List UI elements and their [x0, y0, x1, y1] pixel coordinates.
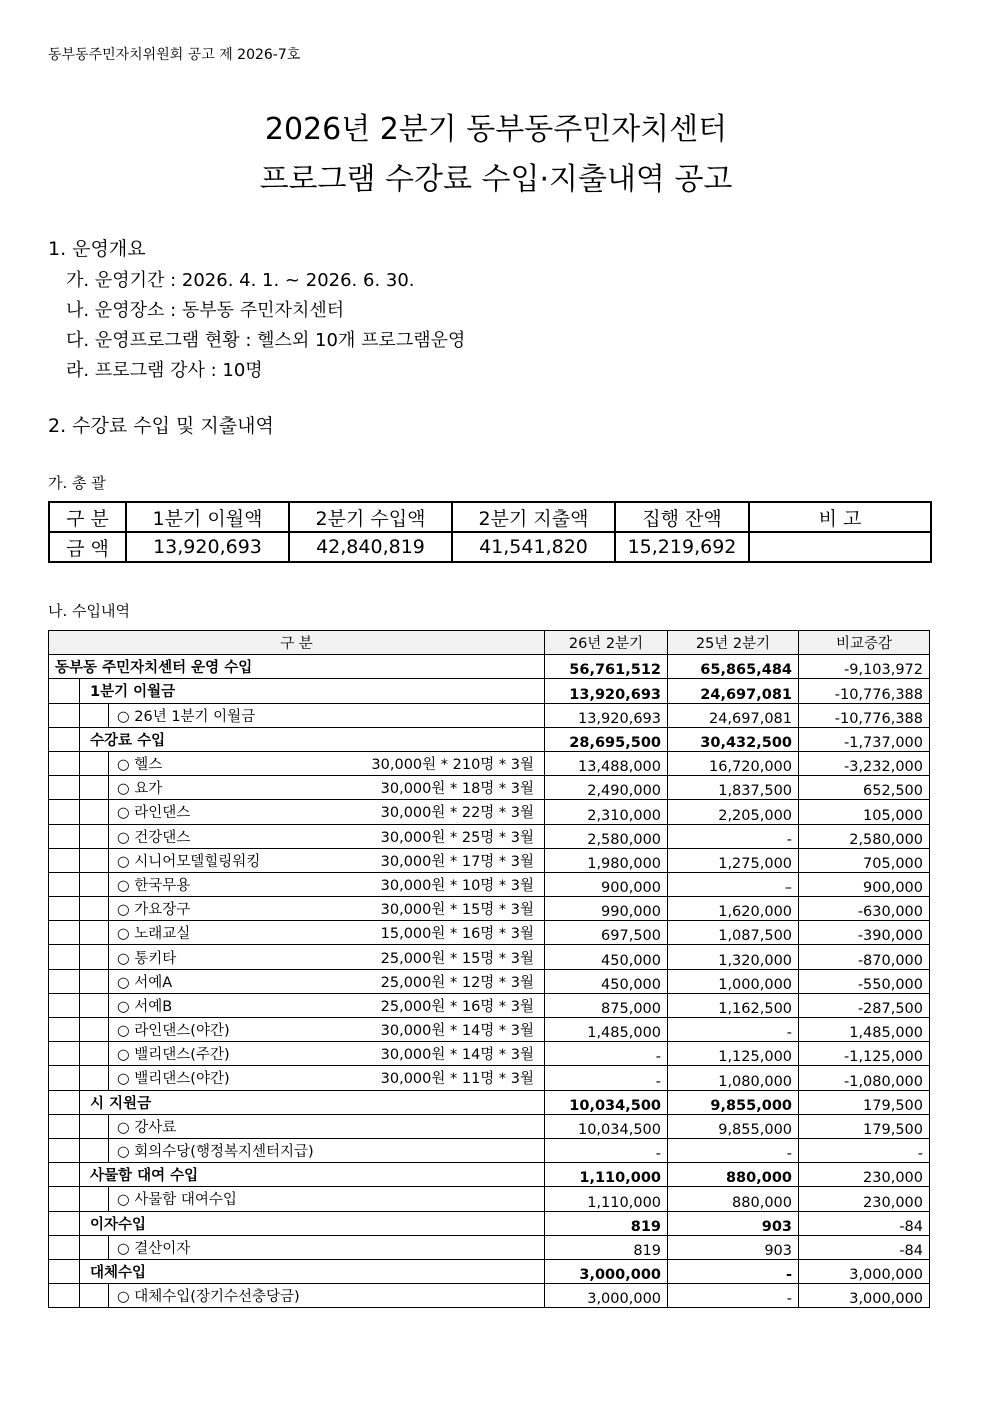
table-row [49, 655, 930, 679]
value-2025q2: 16,720,000 [668, 751, 799, 775]
indent-cell [80, 1235, 109, 1259]
row-label: 이자수입 [80, 1211, 545, 1235]
row-label: ○ 회의수당(행정복지센터지급) [117, 1144, 314, 1161]
indent-cell [49, 1163, 80, 1187]
indent-cell [49, 1042, 80, 1066]
indent-cell [49, 897, 80, 921]
fee-calculation: 30,000원 * 210명 * 3월 [371, 757, 535, 774]
overview-programs: 다. 운영프로그램 현황 : 헬스외 10개 프로그램운영 [66, 330, 466, 351]
fee-calculation: 30,000원 * 22명 * 3월 [380, 805, 535, 822]
row-label-cell [109, 1138, 545, 1162]
value-2026q2: - [545, 1138, 668, 1162]
row-label-cell [109, 1114, 545, 1138]
summary-header-cell: 2분기 지출액 [452, 502, 615, 532]
value-2025q2: 1,275,000 [668, 848, 799, 872]
row-label-cell [109, 921, 545, 945]
row-label-cell [109, 848, 545, 872]
value-2026q2: 56,761,512 [545, 655, 668, 679]
value-diff: -630,000 [799, 897, 930, 921]
table-row [49, 1187, 930, 1211]
value-2026q2: 1,485,000 [545, 1018, 668, 1042]
income-header-diff: 비교증감 [799, 631, 930, 655]
value-2025q2: 903 [668, 1235, 799, 1259]
value-diff: -84 [799, 1235, 930, 1259]
row-label: ○ 노래교실 [117, 926, 191, 943]
indent-cell [49, 1211, 80, 1235]
indent-cell [49, 1187, 80, 1211]
indent-cell [80, 1138, 109, 1162]
summary-header-cell: 2분기 수입액 [289, 502, 452, 532]
indent-cell [49, 1018, 80, 1042]
value-2025q2: 1,320,000 [668, 945, 799, 969]
value-diff: -287,500 [799, 993, 930, 1017]
row-label: ○ 밸리댄스(야간) [117, 1071, 230, 1088]
row-label: 1분기 이월금 [80, 679, 545, 703]
value-2026q2: 2,490,000 [545, 776, 668, 800]
value-diff: 230,000 [799, 1163, 930, 1187]
row-label-cell [109, 703, 545, 727]
value-diff: 705,000 [799, 848, 930, 872]
row-label: ○ 서예B [117, 998, 173, 1015]
indent-cell [49, 679, 80, 703]
row-label: ○ 결산이자 [117, 1240, 191, 1257]
indent-cell [49, 921, 80, 945]
row-label: ○ 밸리댄스(주간) [117, 1047, 230, 1064]
indent-cell [49, 824, 80, 848]
notice-number: 동부동주민자치위원회 공고 제 2026-7호 [48, 47, 301, 63]
value-2025q2: 2,205,000 [668, 800, 799, 824]
value-2025q2: 880,000 [668, 1187, 799, 1211]
value-diff: 3,000,000 [799, 1284, 930, 1308]
indent-cell [80, 824, 109, 848]
indent-cell [80, 800, 109, 824]
value-2025q2: - [668, 1259, 799, 1283]
table-row [49, 1114, 930, 1138]
table-row [49, 897, 930, 921]
table-row [49, 703, 930, 727]
value-2026q2: 13,920,693 [545, 679, 668, 703]
indent-cell [49, 1114, 80, 1138]
value-2026q2: 875,000 [545, 993, 668, 1017]
indent-cell [49, 1090, 80, 1114]
indent-cell [49, 969, 80, 993]
row-label: ○ 서예A [117, 974, 173, 991]
value-2025q2: 24,697,081 [668, 679, 799, 703]
value-2026q2: 819 [545, 1211, 668, 1235]
value-2025q2: 1,837,500 [668, 776, 799, 800]
table-row [49, 1235, 930, 1259]
income-header-row [49, 631, 930, 655]
summary-cell: 15,219,692 [615, 532, 749, 562]
indent-cell [80, 776, 109, 800]
table-row [49, 1284, 930, 1308]
row-label: ○ 시니어모델힐링워킹 [117, 853, 261, 870]
table-row [49, 945, 930, 969]
value-2025q2: 65,865,484 [668, 655, 799, 679]
summary-header-row [49, 502, 931, 532]
row-label-cell [109, 1042, 545, 1066]
indent-cell [49, 945, 80, 969]
summary-label: 가. 총 괄 [48, 474, 106, 492]
page-title-line1: 2026년 2분기 동부동주민자치센터 [264, 112, 728, 147]
value-diff: -870,000 [799, 945, 930, 969]
overview-location: 나. 운영장소 : 동부동 주민자치센터 [66, 300, 345, 321]
value-2025q2: 880,000 [668, 1163, 799, 1187]
table-row [49, 751, 930, 775]
fee-calculation: 30,000원 * 18명 * 3월 [380, 781, 535, 798]
value-diff: 1,485,000 [799, 1018, 930, 1042]
table-row [49, 993, 930, 1017]
income-header-2025q2: 25년 2분기 [668, 631, 799, 655]
row-label: ○ 강사료 [117, 1119, 177, 1136]
indent-cell [49, 1066, 80, 1090]
summary-header-cell: 1분기 이월액 [126, 502, 289, 532]
row-label: ○ 통키타 [117, 950, 177, 967]
indent-cell [80, 751, 109, 775]
value-diff: 105,000 [799, 800, 930, 824]
value-2025q2: - [668, 1284, 799, 1308]
table-row [49, 1042, 930, 1066]
row-label-cell [109, 945, 545, 969]
section2-heading: 2. 수강료 수입 및 지출내역 [48, 415, 274, 437]
indent-cell [80, 1114, 109, 1138]
value-2025q2: - [668, 1018, 799, 1042]
indent-cell [80, 848, 109, 872]
fee-calculation: 25,000원 * 15명 * 3월 [380, 950, 535, 967]
indent-cell [49, 727, 80, 751]
row-label-cell [109, 800, 545, 824]
fee-calculation: 30,000원 * 11명 * 3월 [380, 1071, 535, 1088]
indent-cell [49, 993, 80, 1017]
value-2025q2: 1,162,500 [668, 993, 799, 1017]
table-row [49, 921, 930, 945]
value-diff: -1,737,000 [799, 727, 930, 751]
section1-heading: 1. 운영개요 [48, 238, 146, 260]
indent-cell [80, 1042, 109, 1066]
value-2025q2: 1,080,000 [668, 1066, 799, 1090]
value-diff: 652,500 [799, 776, 930, 800]
value-diff: -1,125,000 [799, 1042, 930, 1066]
value-2025q2: - [668, 824, 799, 848]
row-label: ○ 라인댄스(야간) [117, 1023, 230, 1040]
row-label: 동부동 주민자치센터 운영 수입 [49, 655, 545, 679]
value-2026q2: 819 [545, 1235, 668, 1259]
indent-cell [49, 1284, 80, 1308]
value-2025q2: 1,620,000 [668, 897, 799, 921]
summary-table [48, 501, 932, 563]
table-row [49, 969, 930, 993]
fee-calculation: 25,000원 * 16명 * 3월 [380, 998, 535, 1015]
value-2025q2: 1,000,000 [668, 969, 799, 993]
value-2026q2: 450,000 [545, 969, 668, 993]
row-label-cell [109, 776, 545, 800]
value-2025q2: 9,855,000 [668, 1114, 799, 1138]
value-diff: 179,500 [799, 1114, 930, 1138]
row-label-cell [109, 897, 545, 921]
value-diff: -10,776,388 [799, 703, 930, 727]
table-row [49, 800, 930, 824]
row-label: ○ 대체수입(장기수선충당금) [117, 1289, 300, 1306]
value-2026q2: 10,034,500 [545, 1090, 668, 1114]
indent-cell [80, 993, 109, 1017]
row-label: ○ 요가 [117, 781, 163, 798]
value-diff: 230,000 [799, 1187, 930, 1211]
row-label: 사물함 대여 수입 [80, 1163, 545, 1187]
value-diff: -84 [799, 1211, 930, 1235]
summary-header-cell: 집행 잔액 [615, 502, 749, 532]
summary-cell: 42,840,819 [289, 532, 452, 562]
indent-cell [49, 848, 80, 872]
value-2025q2: 1,087,500 [668, 921, 799, 945]
value-2026q2: - [545, 1042, 668, 1066]
value-2026q2: 28,695,500 [545, 727, 668, 751]
value-2026q2: 450,000 [545, 945, 668, 969]
table-row [49, 848, 930, 872]
indent-cell [80, 921, 109, 945]
indent-cell [80, 897, 109, 921]
indent-cell [80, 872, 109, 896]
indent-cell [49, 872, 80, 896]
value-2026q2: 2,580,000 [545, 824, 668, 848]
indent-cell [80, 945, 109, 969]
value-2026q2: 3,000,000 [545, 1284, 668, 1308]
row-label: 수강료 수입 [80, 727, 545, 751]
table-row [49, 872, 930, 896]
value-2026q2: 697,500 [545, 921, 668, 945]
summary-cell: 금 액 [49, 532, 126, 562]
value-diff: -1,080,000 [799, 1066, 930, 1090]
value-2026q2: 13,920,693 [545, 703, 668, 727]
value-2025q2: - [668, 1138, 799, 1162]
row-label: 대체수입 [80, 1259, 545, 1283]
page-title-line2: 프로그램 수강료 수입·지출내역 공고 [259, 162, 733, 197]
fee-calculation: 25,000원 * 12명 * 3월 [380, 974, 535, 991]
indent-cell [49, 1235, 80, 1259]
value-2026q2: 900,000 [545, 872, 668, 896]
income-table [48, 630, 930, 1308]
value-2026q2: 990,000 [545, 897, 668, 921]
indent-cell [49, 1259, 80, 1283]
value-diff: 900,000 [799, 872, 930, 896]
row-label-cell [109, 872, 545, 896]
fee-calculation: 30,000원 * 10명 * 3월 [380, 877, 535, 894]
row-label: ○ 건강댄스 [117, 829, 191, 846]
row-label-cell [109, 993, 545, 1017]
value-diff: -10,776,388 [799, 679, 930, 703]
value-2026q2: 3,000,000 [545, 1259, 668, 1283]
value-2025q2: 903 [668, 1211, 799, 1235]
value-diff: 3,000,000 [799, 1259, 930, 1283]
summary-amount-row [49, 532, 931, 562]
indent-cell [49, 703, 80, 727]
indent-cell [80, 1018, 109, 1042]
indent-cell [49, 1138, 80, 1162]
table-row [49, 1211, 930, 1235]
value-2026q2: 13,488,000 [545, 751, 668, 775]
row-label-cell [109, 824, 545, 848]
summary-header-cell: 비 고 [749, 502, 931, 532]
value-2026q2: 10,034,500 [545, 1114, 668, 1138]
value-2026q2: - [545, 1066, 668, 1090]
row-label: ○ 라인댄스 [117, 805, 191, 822]
row-label: ○ 한국무용 [117, 877, 191, 894]
indent-cell [80, 703, 109, 727]
indent-cell [80, 1187, 109, 1211]
row-label: ○ 사물함 대여수입 [117, 1192, 237, 1209]
value-2025q2: 24,697,081 [668, 703, 799, 727]
income-header-2026q2: 26년 2분기 [545, 631, 668, 655]
table-row [49, 776, 930, 800]
fee-calculation: 30,000원 * 17명 * 3월 [380, 853, 535, 870]
overview-instructors: 라. 프로그램 강사 : 10명 [66, 360, 263, 381]
row-label: ○ 가요장구 [117, 902, 191, 919]
value-2025q2: 1,125,000 [668, 1042, 799, 1066]
table-row [49, 824, 930, 848]
value-diff: -390,000 [799, 921, 930, 945]
row-label-cell [109, 1235, 545, 1259]
table-row [49, 1018, 930, 1042]
fee-calculation: 15,000원 * 16명 * 3월 [380, 926, 535, 943]
table-row [49, 1090, 930, 1114]
fee-calculation: 30,000원 * 14명 * 3월 [380, 1047, 535, 1064]
summary-cell [749, 532, 931, 562]
indent-cell [49, 800, 80, 824]
fee-calculation: 30,000원 * 25명 * 3월 [380, 829, 535, 846]
row-label-cell [109, 1066, 545, 1090]
value-2026q2: 2,310,000 [545, 800, 668, 824]
summary-cell: 13,920,693 [126, 532, 289, 562]
summary-cell: 41,541,820 [452, 532, 615, 562]
table-row [49, 1138, 930, 1162]
value-2026q2: 1,110,000 [545, 1163, 668, 1187]
income-header-category: 구 분 [49, 631, 545, 655]
table-row [49, 679, 930, 703]
indent-cell [49, 751, 80, 775]
row-label-cell [109, 1187, 545, 1211]
row-label-cell [109, 1018, 545, 1042]
value-diff: 2,580,000 [799, 824, 930, 848]
table-row [49, 1163, 930, 1187]
value-diff: -3,232,000 [799, 751, 930, 775]
value-2025q2: 30,432,500 [668, 727, 799, 751]
row-label-cell [109, 1284, 545, 1308]
fee-calculation: 30,000원 * 15명 * 3월 [380, 902, 535, 919]
row-label-cell [109, 969, 545, 993]
value-2026q2: 1,110,000 [545, 1187, 668, 1211]
indent-cell [80, 1284, 109, 1308]
fee-calculation: 30,000원 * 14명 * 3월 [380, 1023, 535, 1040]
value-2026q2: 1,980,000 [545, 848, 668, 872]
indent-cell [80, 1066, 109, 1090]
table-row [49, 727, 930, 751]
value-diff: -9,103,972 [799, 655, 930, 679]
row-label: ○ 헬스 [117, 757, 163, 774]
value-diff: -550,000 [799, 969, 930, 993]
summary-header-cell: 구 분 [49, 502, 126, 532]
indent-cell [49, 776, 80, 800]
table-row [49, 1259, 930, 1283]
value-diff: 179,500 [799, 1090, 930, 1114]
row-label: ○ 26년 1분기 이월금 [117, 708, 256, 725]
indent-cell [80, 969, 109, 993]
row-label-cell [109, 751, 545, 775]
value-diff: - [799, 1138, 930, 1162]
row-label: 시 지원금 [80, 1090, 545, 1114]
value-2025q2: 9,855,000 [668, 1090, 799, 1114]
income-label: 나. 수입내역 [48, 602, 130, 620]
value-2025q2: – [668, 872, 799, 896]
table-row [49, 1066, 930, 1090]
overview-period: 가. 운영기간 : 2026. 4. 1. ~ 2026. 6. 30. [66, 270, 415, 291]
